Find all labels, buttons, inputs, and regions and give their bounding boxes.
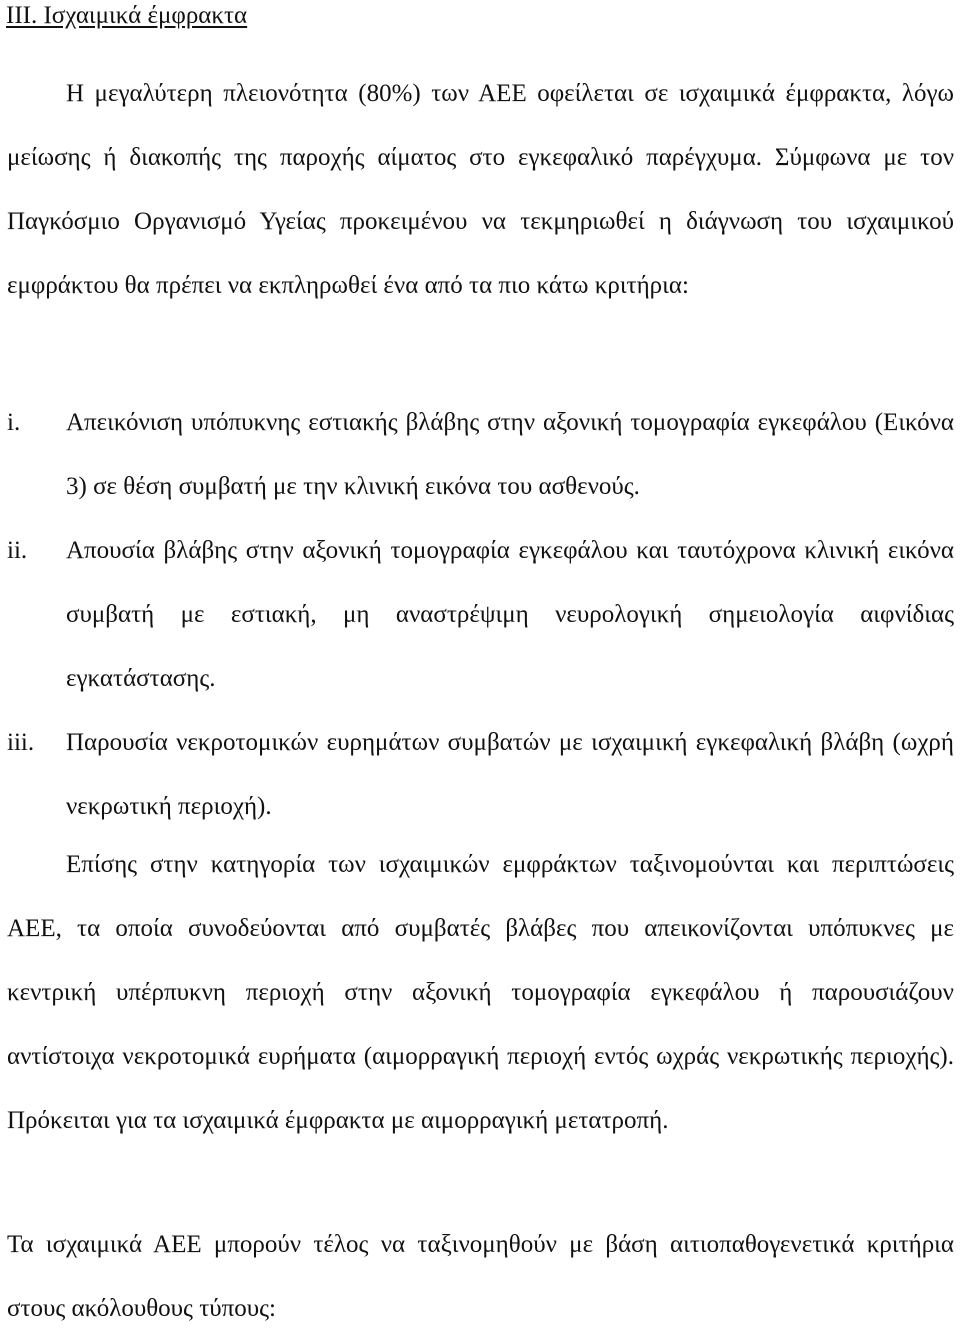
criterion-marker: i. <box>7 409 21 436</box>
criterion-marker: ii. <box>7 537 28 564</box>
classification-paragraph: Επίσης στην κατηγορία των ισχαιμικών εμφράκτων ταξινομούνται και περιπτώσεις ΑΕΕ, τα οποία συνοδεύονται από συμβατές βλάβες που απεικονίζονται υπόπυκνες με κεντρική υπέρπυκνη περιοχή στην αξονική τομογραφία εγκεφάλου ή παρουσιάζουν αντίστοιχα νεκροτομικά ευρήματα (αιμορραγική περιοχή εντός ωχράς νεκρωτικής περιοχής). Πρόκειται για τα ισχαιμικά έμφρακτα με αιμορραγική μετατροπή. <box>7 851 954 1134</box>
criterion-text: Απουσία βλάβης στην αξονική τομογραφία εγκεφάλου και ταυτόχρονα κλινική εικόνα συμβατή με εστιακή, μη αναστρέψιμη νευρολογική σημειολογία αιφνίδιας εγκατάστασης. <box>66 537 954 692</box>
intro-paragraph: Η μεγαλύτερη πλειονότητα (80%) των ΑΕΕ οφείλεται σε ισχαιμικά έμφρακτα, λόγω μείωσης ή διακοπής της παροχής αίματος στο εγκεφαλικό παρέγχυμα. Σύμφωνα με τον Παγκόσμιο Οργανισμό Υγείας προκειμένου να τεκμηριωθεί η διάγνωση του ισχαιμικού εμφράκτου θα πρέπει να εκπληρωθεί ένα από τα πιο κάτω κριτήρια: <box>7 80 954 299</box>
section-heading: III. Ισχαιμικά έμφρακτα <box>6 2 248 29</box>
criterion-text: Απεικόνιση υπόπυκνης εστιακής βλάβης στην αξονική τομογραφία εγκεφάλου (Εικόνα 3) σε θέση συμβατή με την κλινική εικόνα του ασθενούς. <box>66 409 954 500</box>
criterion-marker: iii. <box>7 729 35 756</box>
closing-paragraph: Τα ισχαιμικά ΑΕΕ μπορούν τέλος να ταξινομηθούν με βάση αιτιοπαθογενετικά κριτήρια στους ακόλουθους τύπους: <box>7 1231 954 1322</box>
criterion-text: Παρουσία νεκροτομικών ευρημάτων συμβατών με ισχαιμική εγκεφαλική βλάβη (ωχρή νεκρωτική περιοχή). <box>66 729 954 820</box>
